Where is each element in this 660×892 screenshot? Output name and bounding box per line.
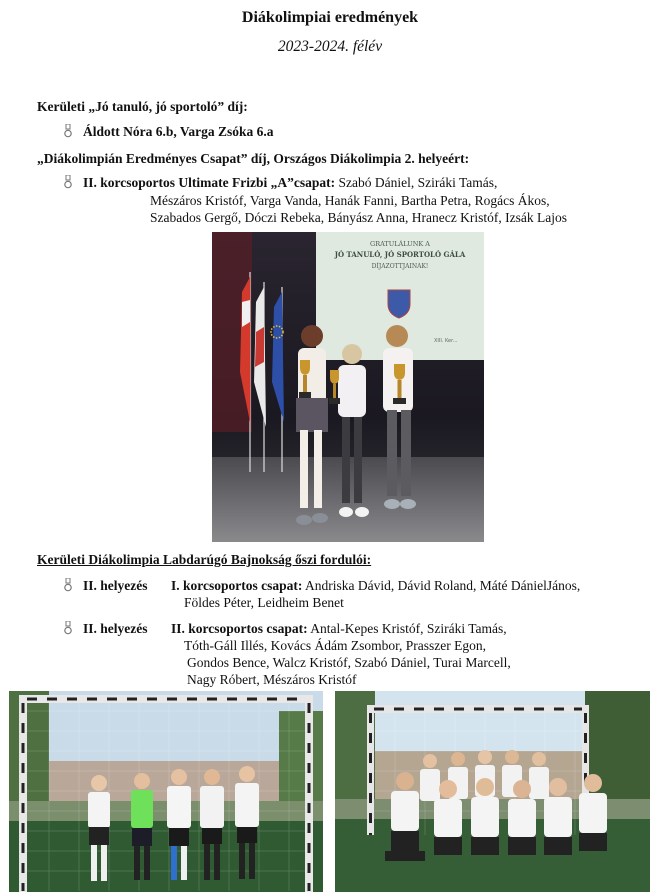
medal-icon [63, 175, 73, 189]
result-2-members-2: Tóth-Gáll Illés, Kovács Ádám Zsombor, Prasszer Egon, [184, 638, 487, 653]
screen-footer-text: XIII. Ker... [434, 338, 458, 344]
result-2-members-3: Gondos Bence, Walcz Kristóf, Szabó Dániel, Turai Marcell, [187, 655, 511, 670]
result-2-members-1: Antal-Kepes Kristóf, Sziráki Tamás, [307, 621, 507, 636]
award-heading-good-student: Kerületi „Jó tanuló, jó sportoló” díj: [37, 99, 248, 114]
frisbee-team-members-2: Mészáros Kristóf, Varga Vanda, Hanák Fanni, Bartha Petra, Rogács Ákos, [150, 193, 550, 208]
football-heading: Kerületi Diákolimpia Labdarúgó Bajnokság őszi fordulói: [37, 552, 372, 567]
frisbee-team-label: II. korcsoportos Ultimate Frizbi „A”csapat: [83, 175, 336, 190]
screen-text-1: GRATULÁLUNK A [370, 240, 430, 248]
medal-icon [63, 124, 73, 138]
result-2-place: II. helyezés [83, 621, 148, 636]
result-1-place: II. helyezés [83, 578, 148, 593]
result-1-members-2: Földes Péter, Leidheim Benet [184, 595, 344, 610]
result-1-line [171, 577, 580, 594]
frisbee-team-members-start: Szabó Dániel, Sziráki Tamás, [335, 175, 498, 190]
result-2-line [171, 620, 507, 637]
result-1-team: I. korcsoportos csapat: [171, 578, 303, 593]
screen-text-3: DÍJAZOTTJAINAK! [371, 263, 429, 270]
team-photo-1 [9, 691, 323, 892]
result-2-team: II. korcsoportos csapat: [171, 621, 308, 636]
result-2-members-4: Nagy Róbert, Mészáros Kristóf [187, 672, 357, 687]
gala-award-photo [212, 232, 484, 542]
medal-icon [63, 621, 73, 635]
page-subtitle: 2023-2024. félév [277, 38, 383, 55]
team-photo-2 [335, 691, 650, 892]
page-title: Diákolimpiai eredmények [241, 9, 419, 26]
frisbee-team-members-3: Szabados Gergő, Dóczi Rebeka, Bányász Anna, Hranecz Kristóf, Izsák Lajos [150, 210, 567, 225]
result-1-members-1: Andriska Dávid, Dávid Roland, Máté DánielJános, [302, 578, 581, 593]
frisbee-team-line [83, 174, 497, 191]
award-winners: Áldott Nóra 6.b, Varga Zsóka 6.a [83, 124, 274, 139]
award-heading-team: „Diákolimpián Eredményes Csapat” díj, Országos Diákolimpia 2. helyeért: [37, 151, 470, 166]
medal-icon [63, 578, 73, 592]
screen-text-2: JÓ TANULÓ, JÓ SPORTOLÓ GÁLA [334, 250, 466, 259]
